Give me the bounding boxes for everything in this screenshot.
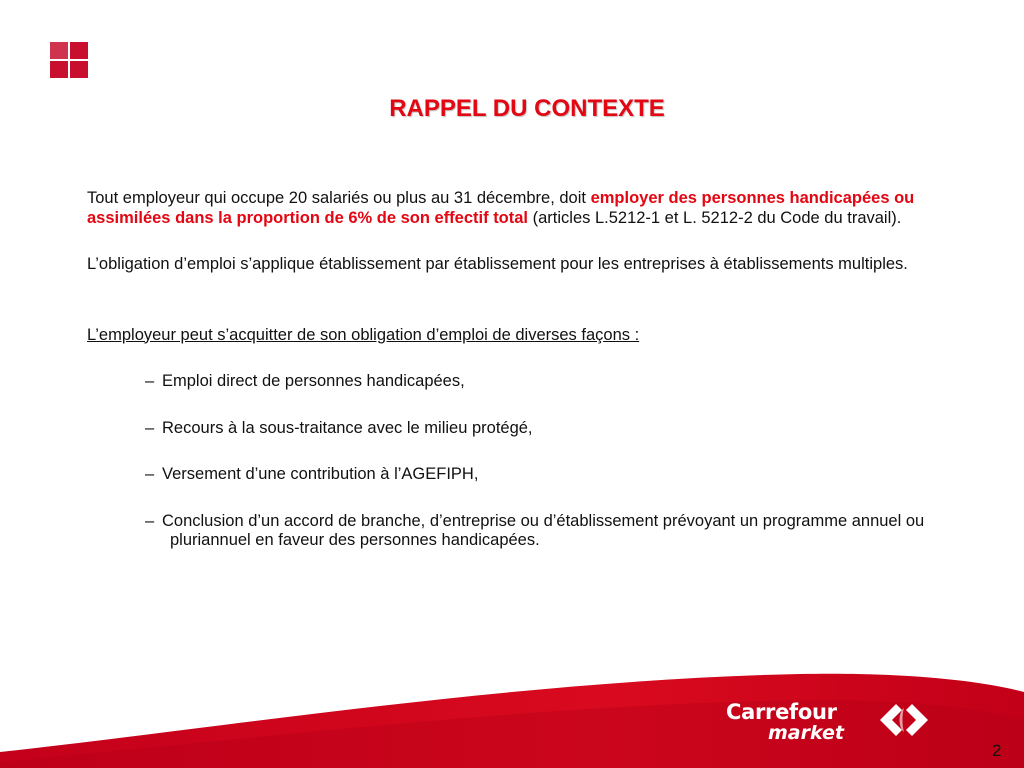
list-item-text: Conclusion d’un accord de branche, d’entreprise ou d’établissement prévoyant un programme annuel ou pluriannuel en faveur des personnes handicapées. (162, 511, 925, 549)
list-item (87, 372, 967, 392)
slide-content (87, 189, 967, 551)
carrefour-market-logo (726, 700, 936, 750)
carrefour-logo-icon (876, 700, 932, 740)
paragraph-obligation-highlight: employer des personnes handicapées ou assimilées dans la proportion de 6% de son effectif total (87, 189, 915, 227)
paragraph-establishments: L’obligation d’emploi s’applique établissement par établissement pour les entreprises à établissements multiples. (87, 255, 908, 273)
page-number: 2 (992, 741, 1002, 760)
list-item-text: Emploi direct de personnes handicapées, (162, 372, 465, 390)
list-dash: – (145, 511, 155, 530)
list-item (87, 512, 967, 551)
list-item-text: Versement d’une contribution à l’AGEFIPH, (162, 465, 479, 483)
slide-title: RAPPEL DU CONTEXTE (389, 95, 665, 122)
paragraph-obligation-intro: Tout employeur qui occupe 20 salariés ou plus au 31 décembre, doit (87, 189, 591, 207)
list-dash: – (145, 465, 155, 483)
options-lead: L’employeur peut s’acquitter de son obligation d’emploi de diverses façons : (87, 325, 640, 344)
list-item (87, 419, 967, 439)
list-item (87, 465, 967, 485)
list-item-text: Recours à la sous-traitance avec le milieu protégé, (162, 418, 533, 437)
brand-subtitle: market (768, 722, 844, 744)
paragraph-obligation (87, 189, 967, 228)
list-dash: – (145, 372, 155, 390)
list-dash: – (145, 418, 155, 437)
four-squares-icon (50, 42, 88, 78)
options-list (87, 372, 967, 551)
paragraph-obligation-reference: (articles L.5212-1 et L. 5212-2 du Code du travail). (528, 208, 902, 227)
brand-name: Carrefour (726, 700, 837, 724)
